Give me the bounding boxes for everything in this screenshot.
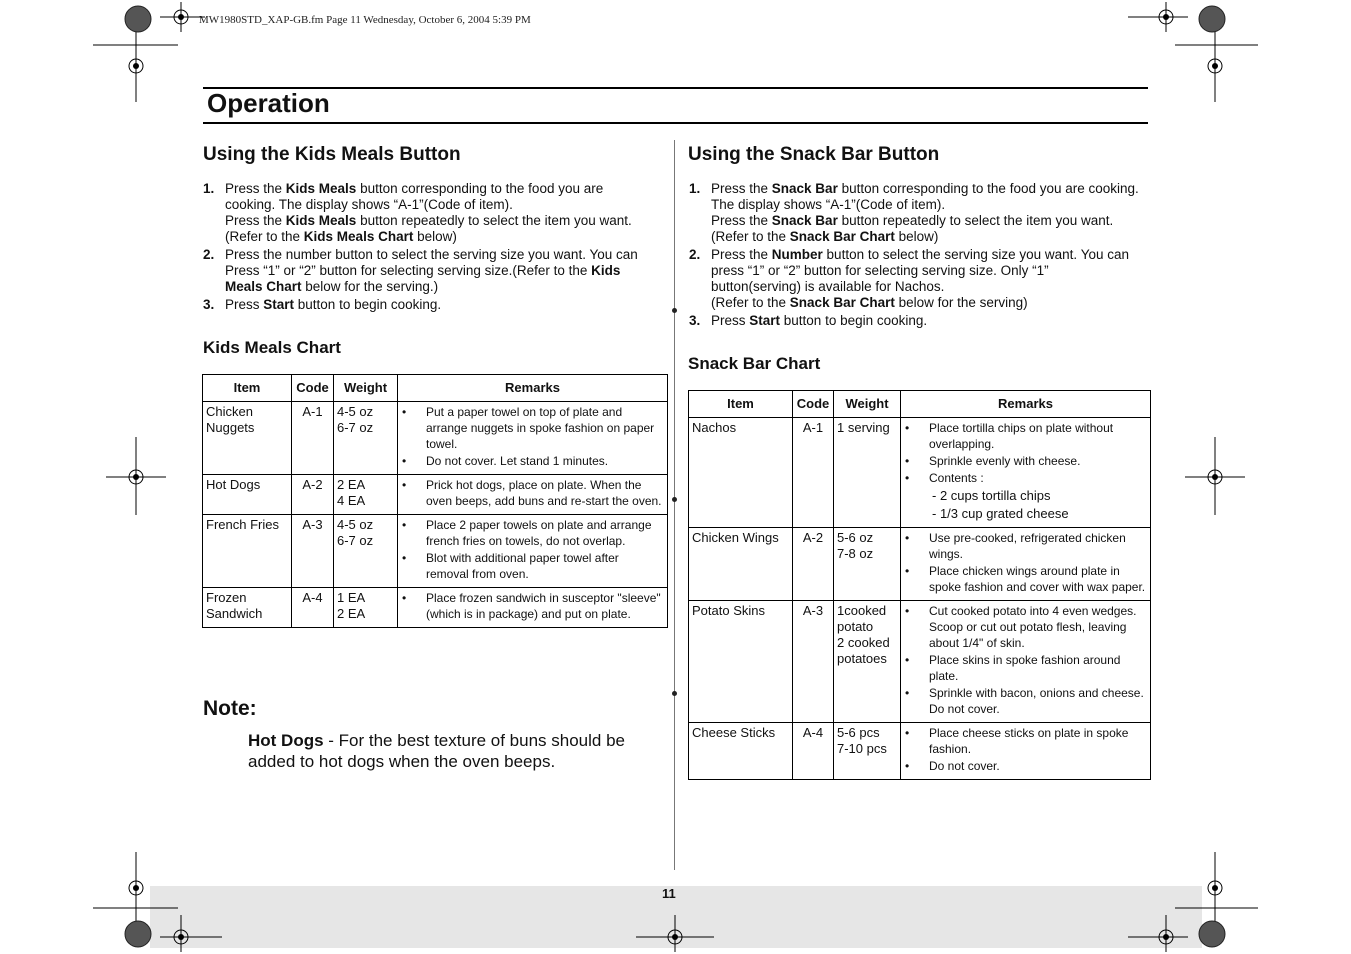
weight-value: 7-10 pcs <box>837 741 887 756</box>
remark-item: • Sprinkle evenly with cheese. <box>904 453 1147 469</box>
step-bold-text: Start <box>263 297 295 312</box>
step-text: button corresponding to the food you are cooking. The display shows “A-1”(Code of item). <box>711 181 1139 212</box>
weight-value: 1cooked potato <box>837 603 887 634</box>
remark-item: • Place tortilla chips on plate without overlapping. <box>904 420 1147 452</box>
remark-item: • Place cheese sticks on plate in spoke fashion. <box>904 725 1147 757</box>
step-text: Press the <box>711 181 772 196</box>
remark-item: • Cut cooked potato into 4 even wedges. Scoop or cut out potato flesh, leaving about 1/4" of skin. <box>904 603 1147 651</box>
step-text: Press the number button to select the serving size you want. You can Press “1” or “2” button for selecting serving size.(Refer to the <box>225 247 638 278</box>
weight-value: 5-6 pcs <box>837 725 880 740</box>
step-bold-text: Start <box>749 313 781 328</box>
step-number: 1. <box>689 181 701 196</box>
code-cell: A-1 <box>292 402 334 475</box>
remark-item: • Do not cover. <box>904 758 1147 774</box>
weight-value: 7-8 oz <box>837 546 874 561</box>
table-header-cell: Weight <box>834 391 901 418</box>
weight-value: 2 EA <box>337 477 366 492</box>
table-header-cell: Item <box>203 375 292 402</box>
code-cell: A-4 <box>793 723 834 780</box>
file-info-header: MW1980STD_XAP-GB.fm Page 11 Wednesday, October 6, 2004 5:39 PM <box>199 14 531 26</box>
kids-meals-section-title: Using the Kids Meals Button <box>203 144 461 165</box>
remark-subitem: - 1/3 cup grated cheese <box>932 506 1069 521</box>
item-cell: Hot Dogs <box>203 475 292 515</box>
snack-bar-section-title: Using the Snack Bar Button <box>688 144 940 165</box>
note-bold: Hot Dogs <box>248 731 324 750</box>
remark-item: • Do not cover. Let stand 1 minutes. <box>401 453 664 469</box>
code-cell: A-3 <box>292 515 334 588</box>
step-bold-text: Kids Meals <box>285 213 357 228</box>
remark-item: • Place 2 paper towels on plate and arrange french fries on towels, do not overlap. <box>401 517 664 549</box>
step-number: 3. <box>689 313 701 328</box>
step-text: Press <box>225 297 264 312</box>
step-bold-text: Snack Bar <box>771 213 838 228</box>
remark-item: • Sprinkle with bacon, onions and cheese. Do not cover. <box>904 685 1147 717</box>
code-cell: A-3 <box>793 601 834 723</box>
item-cell: Chicken Wings <box>689 528 793 601</box>
weight-value: 2 cooked potatoes <box>837 635 890 666</box>
weight-value: 1 EA <box>337 590 366 605</box>
page-number: 11 <box>662 886 676 901</box>
weight-value: 6-7 oz <box>337 420 374 435</box>
note-heading: Note: <box>203 697 257 720</box>
step-text: button to begin cooking. <box>780 313 928 328</box>
code-cell: A-2 <box>793 528 834 601</box>
code-cell: A-4 <box>292 588 334 628</box>
step-bold-text: Number <box>771 247 823 262</box>
remark-item: • Place frozen sandwich in susceptor "sleeve" (which is in package) and put on plate. <box>401 590 664 622</box>
remark-subitem: - 2 cups tortilla chips <box>932 488 1051 503</box>
step-text: below) <box>894 229 939 244</box>
weight-value: 4-5 oz <box>337 517 374 532</box>
step-text: below for the serving) <box>894 295 1028 310</box>
step-number: 2. <box>689 247 701 262</box>
step-bold-text: Kids Meals Chart <box>225 263 621 294</box>
step-number: 3. <box>203 297 215 312</box>
step-text: button corresponding to the food you are cooking. The display shows “A-1”(Code of item). <box>225 181 604 212</box>
step-text: below) <box>413 229 457 244</box>
table-header-cell: Weight <box>334 375 398 402</box>
item-cell: French Fries <box>203 515 292 588</box>
item-cell: Chicken Nuggets <box>203 402 292 475</box>
remark-item: • Contents : <box>904 470 1147 486</box>
remark-item: • Blot with additional paper towel after removal from oven. <box>401 550 664 582</box>
code-cell: A-2 <box>292 475 334 515</box>
note-text: - For the best texture of buns should be added to hot dogs when the oven beeps. <box>248 731 625 771</box>
remark-item: • Place skins in spoke fashion around plate. <box>904 652 1147 684</box>
step-bold-text: Snack Bar Chart <box>789 295 895 310</box>
table-header-cell: Item <box>689 391 793 418</box>
table-header-cell: Code <box>292 375 334 402</box>
weight-value: 2 EA <box>337 606 366 621</box>
step-bold-text: Kids Meals <box>285 181 357 196</box>
remark-item: • Put a paper towel on top of plate and arrange nuggets in spoke fashion on paper towel. <box>401 404 664 452</box>
step-number: 2. <box>203 247 215 262</box>
step-text: Press the <box>225 181 286 196</box>
step-text: Press the <box>711 247 772 262</box>
weight-value: 5-6 oz <box>837 530 874 545</box>
table-header-cell: Remarks <box>901 391 1151 418</box>
weight-value: 6-7 oz <box>337 533 374 548</box>
step-text: button repeatedly to select the item you want.(Refer to the <box>711 213 1114 244</box>
item-cell: Potato Skins <box>689 601 793 723</box>
item-cell: Cheese Sticks <box>689 723 793 780</box>
step-text: Press the <box>225 213 286 228</box>
step-text: Press <box>711 313 750 328</box>
step-text: below for the serving.) <box>301 279 439 294</box>
table-header-cell: Code <box>793 391 834 418</box>
item-cell: Nachos <box>689 418 793 528</box>
step-bold-text: Snack Bar <box>771 181 838 196</box>
step-text: button repeatedly to select the item you want.(Refer to the <box>225 213 632 244</box>
weight-value: 4 EA <box>337 493 366 508</box>
weight-value: 4-5 oz <box>337 404 374 419</box>
table-header-cell: Remarks <box>398 375 668 402</box>
remark-item: • Use pre-cooked, refrigerated chicken wings. <box>904 530 1147 562</box>
step-bold-text: Kids Meals Chart <box>303 229 414 244</box>
weight-value: 1 serving <box>837 420 890 435</box>
remark-item: • Prick hot dogs, place on plate. When the oven beeps, add buns and re-start the oven. <box>401 477 664 509</box>
kids-meals-chart-title: Kids Meals Chart <box>203 338 341 357</box>
page-title: Operation <box>207 88 330 118</box>
code-cell: A-1 <box>793 418 834 528</box>
step-text: (Refer to the <box>711 295 790 310</box>
step-text: Press the <box>711 213 772 228</box>
step-number: 1. <box>203 181 215 196</box>
step-text: button to select the serving size you want. You can press “1” or “2” button for selecting serving size. Only “1” button(serving) is available for Nachos. <box>711 247 1129 294</box>
step-text: button to begin cooking. <box>294 297 442 312</box>
step-bold-text: Snack Bar Chart <box>789 229 895 244</box>
item-cell: Frozen Sandwich <box>203 588 292 628</box>
remark-item: • Place chicken wings around plate in spoke fashion and cover with wax paper. <box>904 563 1147 595</box>
snack-bar-chart-title: Snack Bar Chart <box>688 354 821 373</box>
